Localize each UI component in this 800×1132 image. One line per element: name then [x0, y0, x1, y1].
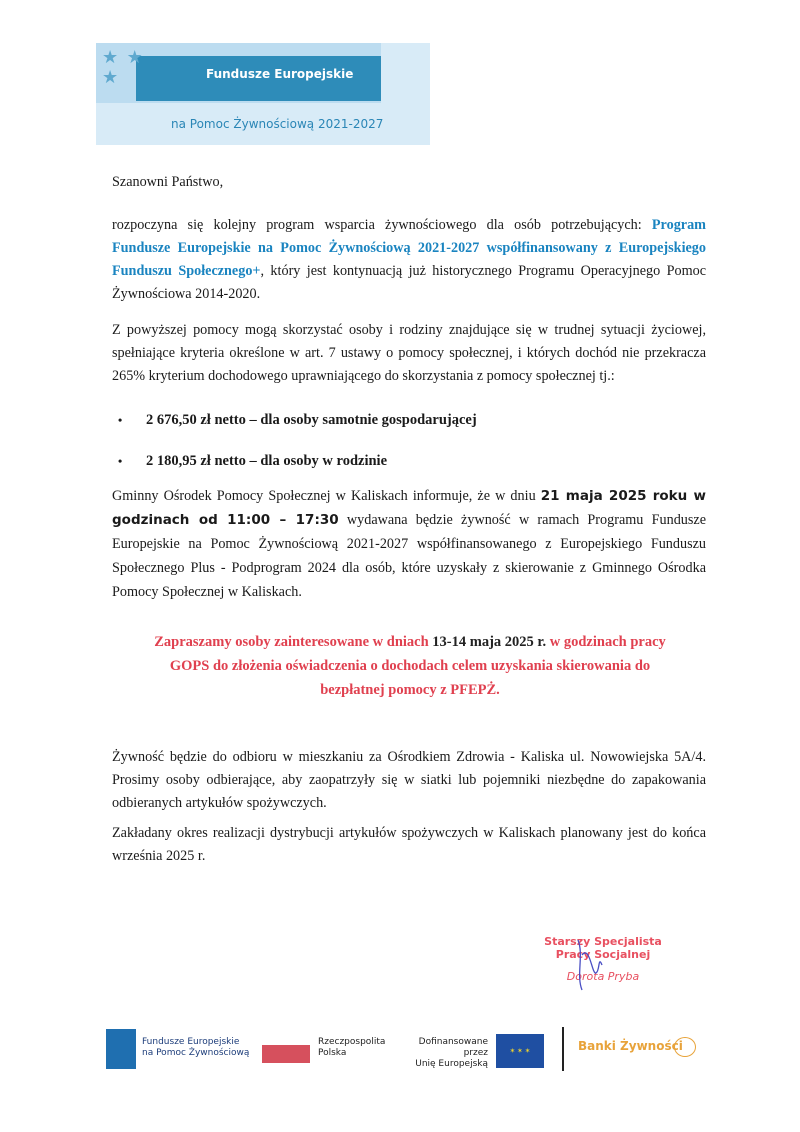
- paragraph-period: Zakładany okres realizacji dystrybucji artykułów spożywczych w Kaliskach planowany jest do końca września 2025 r.: [112, 825, 706, 864]
- logo-title: Fundusze Europejskie: [206, 67, 354, 81]
- signature-name: Dorota Pryba: [566, 970, 640, 983]
- eu-stars-icon: ★ ★ ★: [102, 47, 145, 87]
- eu-flag-icon: ✶ ✶ ✶: [496, 1034, 544, 1068]
- rp-line-1: Rzeczpospolita: [318, 1037, 386, 1047]
- income-criteria-list: [118, 400, 678, 482]
- bullet-icon: •: [118, 454, 123, 468]
- criterion-family: 2 180,95 zł netto – dla osoby w rodzinie: [146, 453, 387, 469]
- ue-line-1: Dofinansowane przez: [418, 1037, 488, 1058]
- program-name: Program Fundusze Europejskie na Pomoc Żywnościową 2021-2027 współfinansowany z Europejskiego Funduszu Społecznego+: [112, 217, 706, 279]
- paragraph-intro: [112, 214, 706, 306]
- rp-line-2: Polska: [318, 1048, 347, 1058]
- intro-rest: , który jest kontynuacją już historycznego Programu Operacyjnego Pomoc Żywnościowa 2014-2020.: [112, 263, 706, 302]
- invitation-intro: Zapraszamy osoby zainteresowane w dniach: [154, 634, 433, 650]
- list-item: [118, 441, 678, 482]
- banki-zywnosci-icon: [674, 1037, 696, 1057]
- paragraph-pickup-location: Żywność będzie do odbioru w mieszkaniu za Ośrodkiem Zdrowia - Kaliska ul. Nowowiejska 5A/4. Prosimy osoby odbierające, aby zaopatrzyły się w siatki lub pojemniki niezbędne do zapakowania odbieranych artykułów spożywczych.: [112, 749, 706, 811]
- signature-title-1: Starszy Specjalista: [544, 935, 662, 948]
- criterion-single: 2 676,50 zł netto – dla osoby samotnie gospodarującej: [146, 412, 477, 428]
- list-item: [118, 400, 678, 441]
- distribution-intro: Gminny Ośrodek Pomocy Społecznej w Kaliskach informuje, że w dniu: [112, 488, 541, 504]
- distribution-date-time: 21 maja 2025 roku w godzinach od 11:00 – 17:30: [112, 488, 706, 528]
- logo-subtitle: na Pomoc Żywnościową 2021-2027: [171, 117, 384, 131]
- distribution-rest: wydawana będzie żywność w ramach Programu Fundusze Europejskie na Pomoc Żywnościową 2021-2027 współfinansowanego z Europejskiego Funduszu Społecznego Plus - Podprogram 2024 dla osób, które uzyskały z skierowanie z Gminnego Ośrodka Pomocy Społecznej w Kaliskach.: [112, 512, 706, 600]
- banki-zywnosci-text: Banki Żywności: [578, 1039, 683, 1053]
- signature-title-2: Pracy Socjalnej: [555, 948, 651, 961]
- intro-text: rozpoczyna się kolejny program wsparcia żywnościowego dla osób potrzebujących:: [112, 217, 652, 233]
- greeting: Szanowni Państwo,: [112, 174, 224, 190]
- footer-divider: [562, 1027, 564, 1071]
- fe-logo-text: [142, 1037, 249, 1059]
- invitation-notice: [150, 630, 670, 702]
- rp-logo-text: [318, 1037, 385, 1059]
- bullet-icon: •: [118, 413, 123, 427]
- ue-line-2: Unię Europejską: [415, 1059, 488, 1069]
- paragraph-distribution: [112, 484, 706, 604]
- fe-line-1: Fundusze Europejskie: [142, 1037, 240, 1047]
- fe-logo-icon: [106, 1029, 136, 1069]
- handwritten-signature-icon: [570, 935, 610, 995]
- invitation-rest: w godzinach pracy GOPS do złożenia oświadczenia o dochodach celem uzyskania skierowania do bezpłatnej pomocy z PFEPŻ.: [169, 634, 666, 698]
- fe-line-2: na Pomoc Żywnościową: [142, 1048, 250, 1058]
- paragraph-eligibility: Z powyższej pomocy mogą skorzystać osoby i rodziny znajdujące się w trudnej sytuacji życiowej, spełniające kryteria określone w art. 7 ustawy o pomocy społecznej, i których dochód nie przekracza 265% kryterium dochodowego uprawniającego do skorzystania z pomocy społecznej tj.:: [112, 322, 706, 384]
- polish-flag-icon: [262, 1045, 310, 1063]
- footer-logos: [96, 1025, 716, 1073]
- header-logo-fundusze-europejskie: [96, 43, 430, 145]
- ue-logo-text: [396, 1037, 488, 1070]
- invitation-dates: 13-14 maja 2025 r.: [432, 634, 550, 650]
